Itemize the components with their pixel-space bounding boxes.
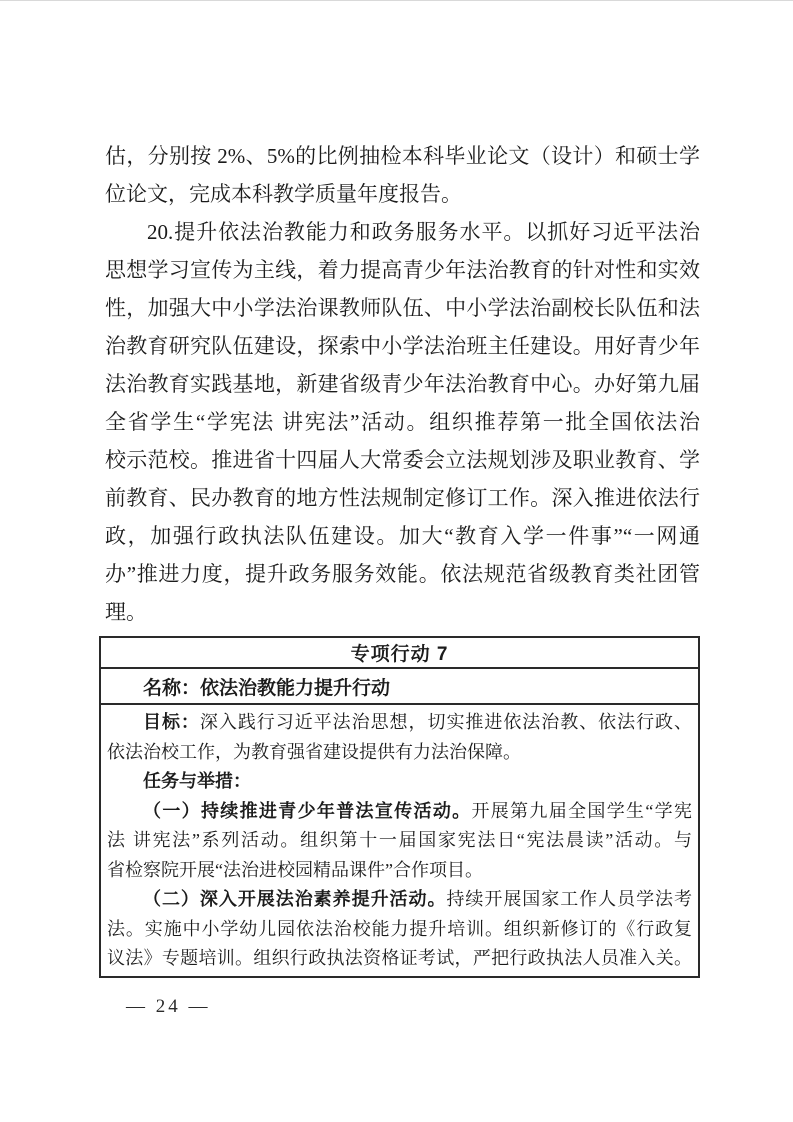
text-line: 位论文，完成本科教学质量年度报告。 — [105, 182, 462, 206]
table-name-cell — [100, 668, 699, 704]
text-line: 性，加强大中小学法治课教师队伍、中小学法治副校长队伍和法 — [105, 296, 700, 320]
text-line: 20.提升依法治教能力和政务服务水平。以抓好习近平法治 — [147, 220, 700, 244]
task-item-2-text: 持续开展国家工作人员学法考 — [446, 889, 693, 909]
table-row — [100, 704, 699, 977]
text-line: 前教育、民办教育的地方性法规制定修订工作。深入推进依法行 — [105, 486, 700, 510]
table-title: 专项行动 7 — [350, 644, 449, 665]
text-line: 法治教育实践基地，新建省级青少年法治教育中心。办好第九届 — [105, 372, 700, 396]
goal-line: 依法治校工作，为教育强省建设提供有力法治保障。 — [107, 741, 521, 762]
page-number: — 24 — — [126, 996, 211, 1017]
text-line: 治教育研究队伍建设，探索中小学法治班主任建设。用好青少年 — [105, 334, 700, 358]
task-item-2-line: 议法》专题培训。组织行政执法资格证考试，严把行政执法人员准入关。 — [107, 948, 692, 968]
task-item-1-lead: （一）持续推进青少年普法宣传活动。 — [143, 800, 472, 821]
text-line: 估，分别按 2%、5%的比例抽检本科毕业论文（设计）和硕士学 — [105, 144, 700, 168]
paragraph-continuation — [105, 137, 700, 213]
text-line: 思想学习宣传为主线，着力提高青少年法治教育的针对性和实效 — [105, 258, 700, 282]
paragraph-item-20 — [105, 213, 700, 631]
text-line: 理。 — [105, 600, 147, 624]
table-row — [100, 637, 699, 668]
tasks-heading — [107, 767, 692, 797]
text-line: 办”推进力度，提升政务服务效能。依法规范省级教育类社团管 — [105, 562, 700, 586]
task-item-1-line: 省检察院开展“法治进校园精品课件”合作项目。 — [107, 859, 483, 880]
goal-text: 深入践行习近平法治思想，切实推进依法治教、依法行政、 — [199, 712, 693, 732]
task-item-1-line: 法 讲宪法”系列活动。组织第十一届国家宪法日“宪法晨读”活动。与 — [107, 830, 692, 850]
tasks-label: 任务与举措： — [143, 771, 251, 791]
task-item-2-lead: （二）深入开展法治素养提升活动。 — [143, 889, 447, 909]
page-body — [105, 137, 700, 978]
goal-label: 目标： — [143, 712, 200, 732]
text-line: 政，加强行政执法队伍建设。加大“教育入学一件事”“一网通 — [105, 524, 700, 548]
task-item-2-line — [107, 885, 692, 915]
task-item-2-line: 法。实施中小学幼儿园依法治校能力提升培训。组织新修订的《行政复 — [107, 918, 692, 939]
special-action-table — [99, 636, 700, 978]
goal-line — [107, 708, 692, 738]
task-item-1-text: 开展第九届全国学生“学宪 — [471, 800, 692, 821]
table-body-cell — [100, 704, 699, 977]
table-title-cell — [100, 637, 699, 668]
table-row — [100, 668, 699, 704]
text-line: 全省学生“学宪法 讲宪法”活动。组织推荐第一批全国依法治 — [105, 410, 700, 434]
action-name: 名称：依法治教能力提升行动 — [143, 677, 391, 699]
text-line: 校示范校。推进省十四届人大常委会立法规划涉及职业教育、学 — [105, 448, 700, 472]
task-item-1-line — [107, 797, 692, 827]
